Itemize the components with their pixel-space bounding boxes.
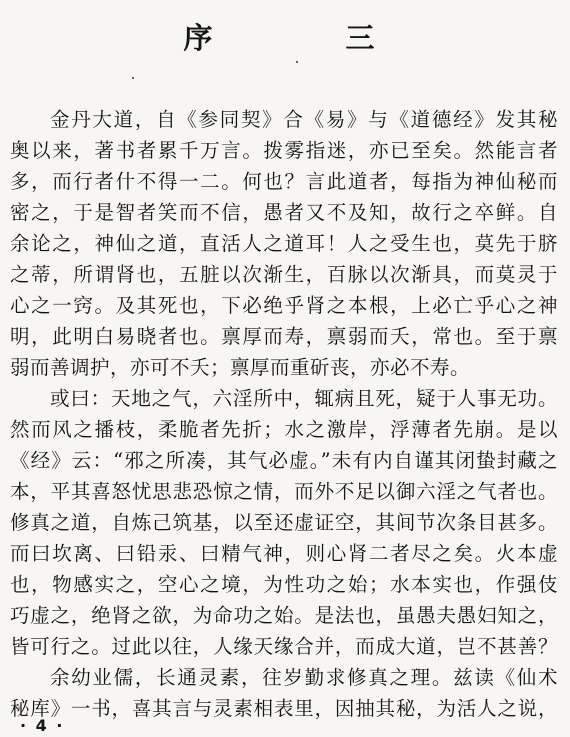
page-number: · 4 · [20, 716, 65, 735]
text-line: 奥以来，著书者累千万言。拨雾指迷，亦已至矣。然能言者 [10, 139, 558, 162]
text-line: 修真之道，自炼己筑基，以至还虚证空，其间节次条目甚多。 [10, 511, 558, 534]
text-line: 然而风之播枝，柔脆者先折；水之激岸，浮薄者先崩。是以 [10, 418, 558, 441]
text-line: 巧虚之，绝肾之欲，为命功之始。是法也，虽愚夫愚妇知之， [10, 604, 558, 627]
scan-speck [132, 77, 134, 79]
text-line: 多，而行者什不得一二。何也？言此道者，每指为神仙秘而 [10, 170, 558, 193]
text-line: 明，此明白易晓者也。禀厚而寿，禀弱而夭，常也。至于禀 [10, 325, 558, 348]
text-line: 金丹大道，自《参同契》合《易》与《道德经》发其秘 [50, 108, 558, 131]
scan-speck [296, 61, 298, 63]
body-text [10, 104, 558, 724]
text-line: 之蒂，所谓肾也，五脏以次渐生，百脉以次渐具，而莫灵于 [10, 263, 558, 286]
text-line: 而曰坎离、曰铅汞、曰精气神，则心肾二者尽之矣。火本虚 [10, 542, 558, 565]
text-line: 也，物感实之，空心之境，为性功之始；水本实也，作强伎 [10, 573, 558, 596]
text-line: 《经》云：“邪之所凑，其气必虚。”未有内自谨其闭蛰封藏之 [10, 449, 558, 472]
page-title: 序 三 [183, 21, 427, 55]
paragraph-3 [10, 662, 558, 724]
text-line: 本，平其喜怒忧思悲恐惊之情，而外不足以御六淫之气者也。 [10, 480, 558, 503]
paragraph-1 [10, 104, 558, 383]
text-line: 余幼业儒，长通灵素，往岁勤求修真之理。兹读《仙术 [50, 666, 558, 689]
text-line: 密之，于是智者笑而不信，愚者又不及知，故行之卒鲜。自 [10, 201, 558, 224]
text-line: 弱而善调护，亦可不夭；禀厚而重斫丧，亦必不寿。 [10, 356, 471, 379]
text-line: 秘库》一书，喜其言与灵素相表里，因抽其秘，为活人之说， [10, 697, 558, 720]
text-line: 皆可行之。过此以往，人缘天缘合并，而成大道，岂不甚善？ [10, 635, 558, 658]
paragraph-2 [10, 383, 558, 662]
text-line: 心之一窍。及其死也，下必绝乎肾之本根，上必亡乎心之神 [10, 294, 558, 317]
text-line: 余论之，神仙之道，直活人之道耳！人之受生也，莫先于脐 [10, 232, 558, 255]
text-line: 或曰：天地之气，六淫所中，辄病且死，疑于人事无功。 [50, 387, 558, 410]
